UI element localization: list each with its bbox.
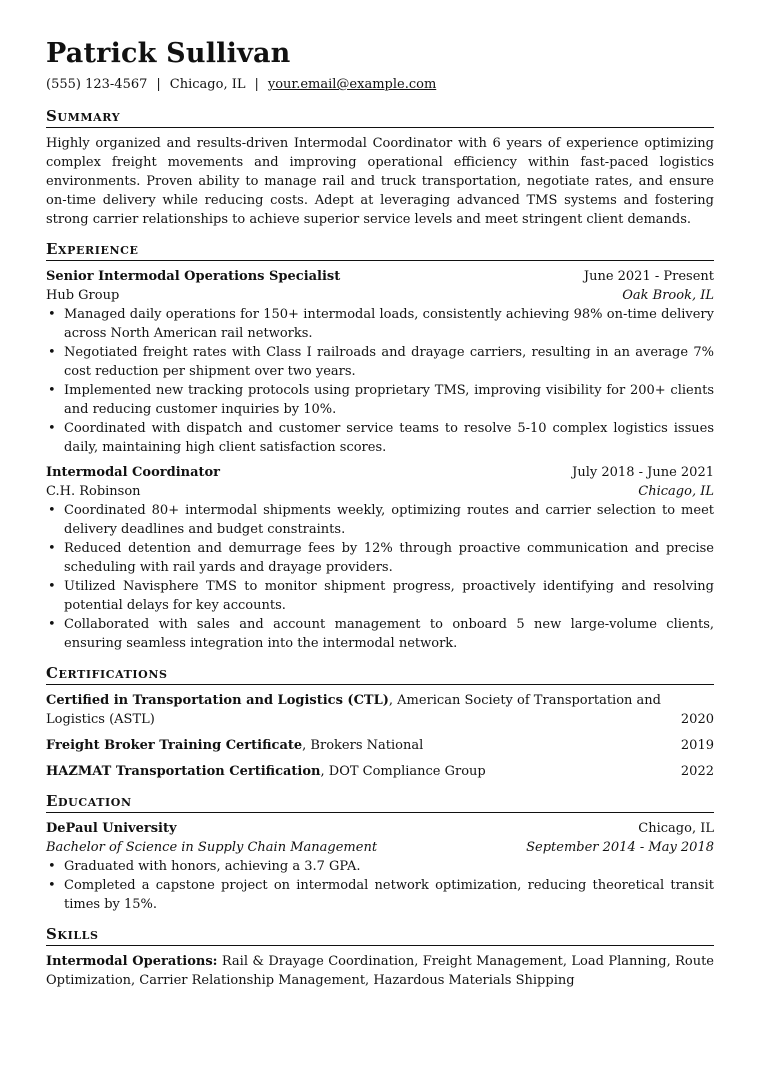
certification-name: Freight Broker Training Certificate <box>46 738 303 753</box>
certification-item <box>46 762 714 781</box>
separator: | <box>254 77 259 92</box>
certification-name: HAZMAT Transportation Certification <box>46 764 321 779</box>
job-entry <box>46 463 714 653</box>
education-bullets <box>46 857 714 914</box>
job-bullets <box>46 501 714 653</box>
education-section <box>46 791 714 914</box>
bullet-item: • Completed a capstone project on intermodal network optimization, reducing theoretical transit times by 15%. <box>64 876 714 914</box>
certification-issuer: , DOT Compliance Group <box>320 764 486 779</box>
certification-year: 2019 <box>680 738 714 753</box>
certification-item <box>46 736 714 755</box>
company-name: C.H. Robinson <box>46 484 141 499</box>
skills-line <box>46 952 714 990</box>
bullet-item: • Graduated with honors, achieving a 3.7 GPA. <box>64 857 714 876</box>
skills-section <box>46 924 714 990</box>
school-location: Chicago, IL <box>638 821 714 836</box>
job-title: Senior Intermodal Operations Specialist <box>46 269 341 284</box>
bullet-item: • Negotiated freight rates with Class I railroads and drayage carriers, resulting in an average 7% cost reduction per shipment over two years. <box>64 343 714 381</box>
bullet-item: • Managed daily operations for 150+ intermodal loads, consistently achieving 98% on-time delivery across North American rail networks. <box>64 305 714 343</box>
bullet-item: • Collaborated with sales and account management to onboard 5 new large-volume clients, ensuring seamless integration into the intermodal network. <box>64 615 714 653</box>
education-dates: September 2014 - May 2018 <box>526 840 714 855</box>
bullet-item: • Coordinated 80+ intermodal shipments weekly, optimizing routes and carrier selection to meet delivery deadlines and budget constraints. <box>64 501 714 539</box>
certifications-section <box>46 663 714 781</box>
email-link[interactable]: your.email@example.com <box>267 77 437 92</box>
skills-label: Intermodal Operations: <box>46 954 218 969</box>
bullet-item: • Utilized Navisphere TMS to monitor shipment progress, proactively identifying and resolving potential delays for key accounts. <box>64 577 714 615</box>
contact-line <box>46 76 714 94</box>
job-dates: July 2018 - June 2021 <box>572 465 714 480</box>
phone: (555) 123-4567 <box>46 77 148 92</box>
summary-section <box>46 106 714 229</box>
job-location: Chicago, IL <box>638 484 714 499</box>
separator: | <box>156 77 161 92</box>
location: Chicago, IL <box>169 77 246 92</box>
experience-section <box>46 239 714 653</box>
section-title-experience: Experience <box>46 239 714 261</box>
bullet-item: • Reduced detention and demurrage fees by 12% through proactive communication and precise scheduling with rail yards and drayage providers. <box>64 539 714 577</box>
skills-text: Rail & Drayage Coordination, Freight Management, Load Planning, Route Optimization, Carrier Relationship Management, Hazardous Materials Shipping <box>46 954 714 988</box>
degree: Bachelor of Science in Supply Chain Management <box>46 840 378 855</box>
bullet-item: • Coordinated with dispatch and customer service teams to resolve 5-10 complex logistics issues daily, maintaining high client satisfaction scores. <box>64 419 714 457</box>
section-title-skills: Skills <box>46 924 714 946</box>
job-entry <box>46 267 714 457</box>
certification-issuer: , Brokers National <box>302 738 424 753</box>
section-title-certifications: Certifications <box>46 663 714 685</box>
job-dates: June 2021 - Present <box>583 269 714 284</box>
company-name: Hub Group <box>46 288 120 303</box>
section-title-education: Education <box>46 791 714 813</box>
summary-text: Highly organized and results-driven Intermodal Coordinator with 6 years of experience optimizing complex freight movements and improving operational efficiency within fast-paced logistics environments. Proven ability to manage rail and truck transportation, negotiate rates, and ensure on-time delivery while reducing costs. Adept at leveraging advanced TMS systems and fostering strong carrier relationships to achieve superior service levels and meet stringent client demands. <box>46 136 714 227</box>
job-bullets <box>46 305 714 457</box>
section-title-summary: Summary <box>46 106 714 128</box>
certification-item <box>46 691 714 729</box>
certification-name: Certified in Transportation and Logistics (CTL) <box>46 693 389 708</box>
bullet-item: • Implemented new tracking protocols using proprietary TMS, improving visibility for 200+ clients and reducing customer inquiries by 10%. <box>64 381 714 419</box>
school-name: DePaul University <box>46 821 177 836</box>
job-title: Intermodal Coordinator <box>46 465 221 480</box>
certification-year: 2022 <box>680 764 714 779</box>
candidate-name: Patrick Sullivan <box>46 38 291 69</box>
certification-issuer: , American Society of Transportation and Logistics (ASTL) <box>46 693 661 727</box>
certification-year: 2020 <box>680 712 714 727</box>
job-location: Oak Brook, IL <box>622 288 714 303</box>
